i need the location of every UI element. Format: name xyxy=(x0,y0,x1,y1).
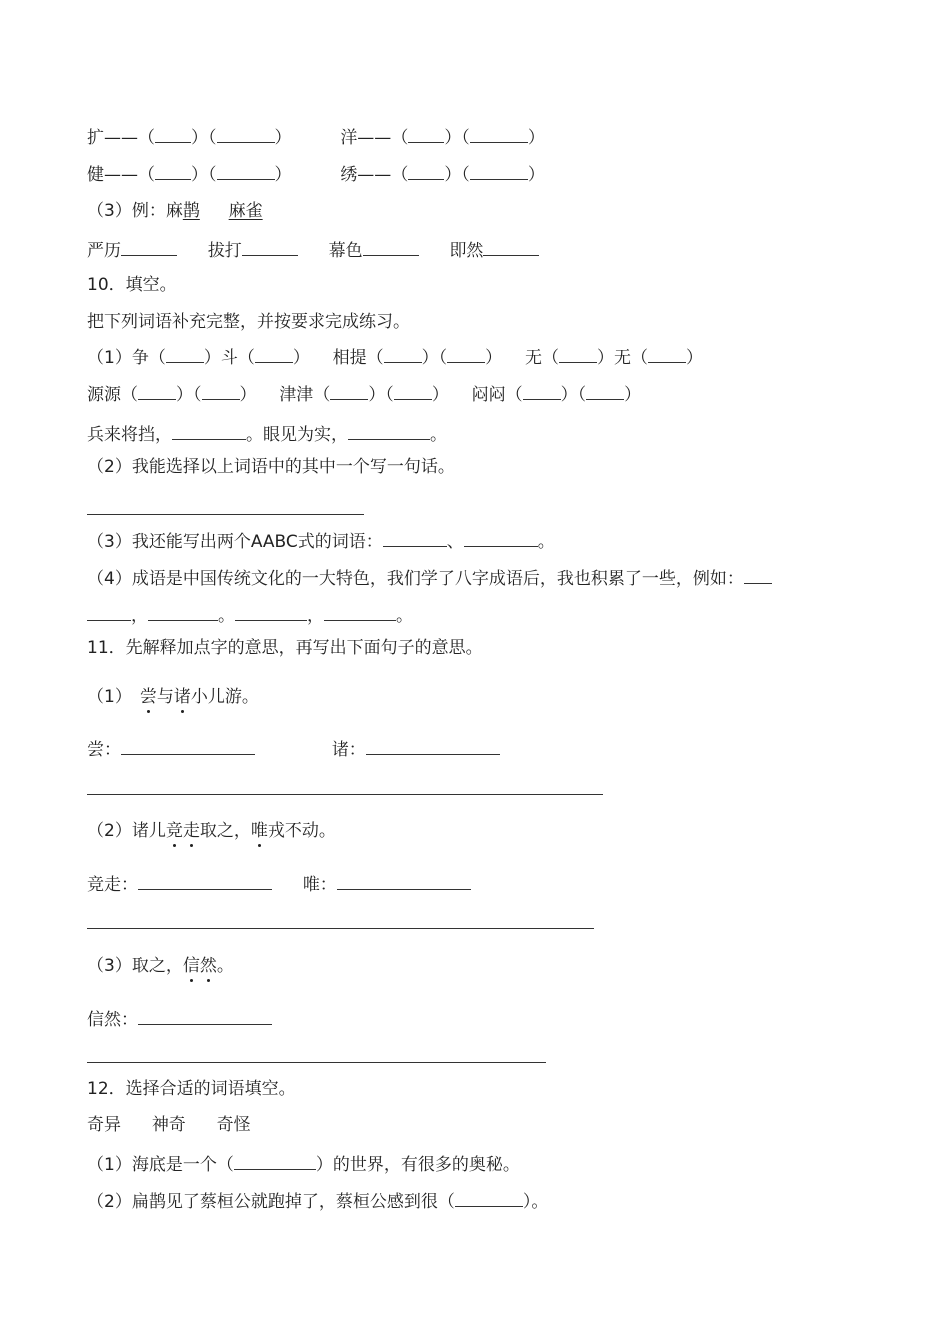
option-word: 奇怪 xyxy=(216,1115,251,1135)
q12-options xyxy=(87,1117,251,1134)
q11-sentence2: （2）诸儿竞走取之，唯戎不动。 xyxy=(87,821,336,841)
blank[interactable] xyxy=(166,348,204,363)
blank[interactable] xyxy=(217,128,275,143)
option-word: 神奇 xyxy=(151,1115,186,1135)
word-xiu: 绣—— xyxy=(340,165,392,185)
q11-s3-defs: 信然： xyxy=(87,1010,272,1029)
q11-s2-defs: 竞走： 唯： xyxy=(87,875,471,894)
q10-part1-row1: （1）争（ ）斗（ ） 相提（ ）（ ） 无（ ）无（ ） xyxy=(87,348,703,368)
q11-sentence3: （3）取之，信然。 xyxy=(87,956,234,976)
blank[interactable] xyxy=(447,348,485,363)
blank[interactable] xyxy=(408,128,444,143)
q11-heading: 11．先解释加点字的意思，再写出下面句子的意思。 xyxy=(87,638,483,658)
q10-instruction: 把下列词语补充完整，并按要求完成练习。 xyxy=(87,312,410,332)
q12-heading: 12．选择合适的词语填空。 xyxy=(87,1079,296,1099)
blank[interactable] xyxy=(121,241,177,256)
dotted-char: 走 xyxy=(182,821,200,841)
blank[interactable] xyxy=(148,606,218,621)
answer-line[interactable] xyxy=(87,794,603,795)
dotted-char: 竞 xyxy=(165,821,183,841)
q10-part3: （3）我还能写出两个AABC式的词语： 、 。 xyxy=(87,532,555,552)
answer-line[interactable] xyxy=(87,928,594,929)
option-word: 奇异 xyxy=(87,1115,121,1135)
blank[interactable] xyxy=(384,348,422,363)
blank[interactable] xyxy=(155,128,191,143)
blank[interactable] xyxy=(455,1192,523,1207)
blank[interactable] xyxy=(383,532,447,547)
q12-sentence1: （1）海底是一个（ ）的世界，有很多的奥秘。 xyxy=(87,1155,520,1175)
dotted-char: 信 xyxy=(182,956,200,976)
q10-part4-cont: ， 。 ， 。 xyxy=(87,606,413,625)
blank[interactable] xyxy=(483,241,539,256)
blank[interactable] xyxy=(172,425,246,440)
blank[interactable] xyxy=(138,1010,272,1025)
answer-line[interactable] xyxy=(87,1062,546,1063)
blank[interactable] xyxy=(242,241,298,256)
blank[interactable] xyxy=(330,385,368,400)
q9-row-b: 健——（ ）（ ） 绣——（ ）（ ） xyxy=(87,165,545,185)
q10-part4: （4）成语是中国传统文化的一大特色，我们学了八字成语后，我也积累了一些，例如： xyxy=(87,569,772,588)
answer-line[interactable] xyxy=(87,514,364,515)
q9-row-a: 扩——（ ）（ ） 洋——（ ）（ ） xyxy=(87,128,545,148)
blank[interactable] xyxy=(235,606,307,621)
blank[interactable] xyxy=(234,1155,316,1170)
q10-idioms: 兵来将挡， 。眼见为实， 。 xyxy=(87,425,447,445)
q12-sentence2: （2）扁鹊见了蔡桓公就跑掉了，蔡桓公感到很（ ）。 xyxy=(87,1192,549,1212)
dotted-char: 然 xyxy=(199,956,217,976)
q11-s1-defs: 尝： 诸： xyxy=(87,740,500,759)
q9-part3-example: （3）例：麻鹊 麻雀 xyxy=(87,201,263,221)
blank[interactable] xyxy=(648,348,686,363)
q10-part2: （2）我能选择以上词语中的其中一个写一句话。 xyxy=(87,457,455,477)
blank[interactable] xyxy=(155,165,191,180)
corrected-example: 麻雀 xyxy=(228,201,263,221)
blank[interactable] xyxy=(87,606,131,621)
blank[interactable] xyxy=(138,875,272,890)
q10-heading: 10．填空。 xyxy=(87,275,177,295)
word-kuo: 扩—— xyxy=(87,128,138,148)
word-yang: 洋—— xyxy=(340,128,392,148)
blank[interactable] xyxy=(217,165,275,180)
q11-sentence1: （1） 尝与诸小儿游。 xyxy=(87,687,259,707)
blank[interactable] xyxy=(394,385,432,400)
underlined-char: 鹊 xyxy=(182,201,200,221)
blank[interactable] xyxy=(138,385,176,400)
blank[interactable] xyxy=(408,165,444,180)
blank[interactable] xyxy=(464,532,538,547)
blank[interactable] xyxy=(744,569,772,584)
blank[interactable] xyxy=(363,241,419,256)
word-jian: 健—— xyxy=(87,165,138,185)
blank[interactable] xyxy=(121,740,255,755)
blank[interactable] xyxy=(586,385,624,400)
blank[interactable] xyxy=(324,606,396,621)
blank[interactable] xyxy=(337,875,471,890)
blank[interactable] xyxy=(366,740,500,755)
blank[interactable] xyxy=(559,348,597,363)
dotted-char: 尝 xyxy=(139,687,157,707)
blank[interactable] xyxy=(202,385,240,400)
dotted-char: 唯 xyxy=(250,821,268,841)
q10-part1-row2: 源源（ ）（ ） 津津（ ）（ ） 闷闷（ ）（ ） xyxy=(87,385,642,405)
blank[interactable] xyxy=(348,425,430,440)
q9-typo-words: 严历 拔打 幕色 即然 xyxy=(87,241,539,260)
blank[interactable] xyxy=(470,165,528,180)
blank[interactable] xyxy=(470,128,528,143)
blank[interactable] xyxy=(523,385,561,400)
dotted-char: 诸 xyxy=(173,687,191,707)
blank[interactable] xyxy=(255,348,293,363)
